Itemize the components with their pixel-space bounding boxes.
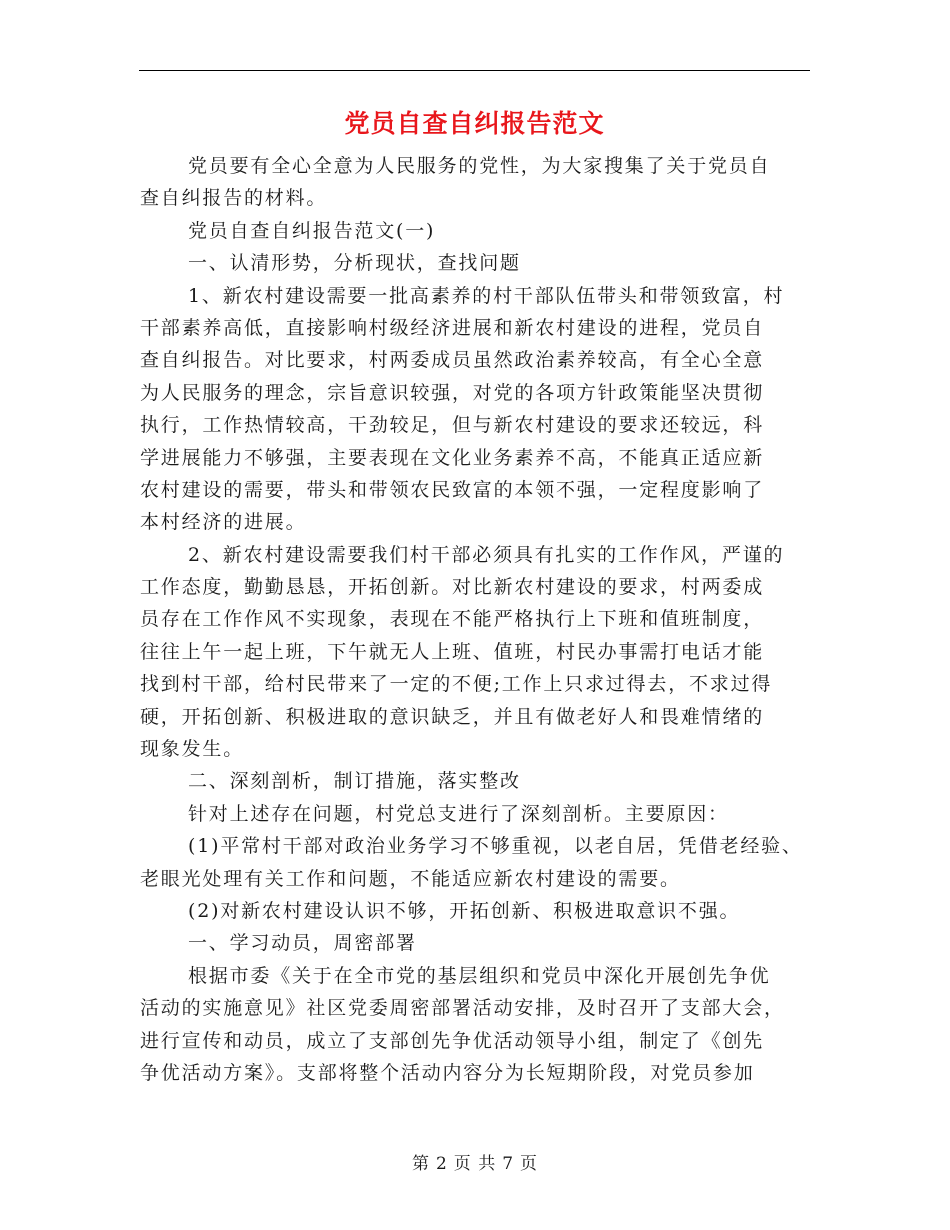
footer-total-pages: 7 bbox=[502, 1154, 515, 1174]
body-line: 针对上述存在问题，村党总支进行了深刻剖析。主要原因： bbox=[188, 802, 729, 825]
body-line: 2、新农村建设需要我们村干部必须具有扎实的工作作风，严谨的 bbox=[188, 543, 785, 566]
body-line: (2)对新农村建设认识不够，开拓创新、积极进取意识不强。 bbox=[188, 899, 741, 922]
body-line: 一、认清形势，分析现状，查找问题 bbox=[188, 252, 521, 275]
body-line: 进行宣传和动员，成立了支部创先争优活动领导小组，制定了《创先 bbox=[140, 1029, 765, 1052]
page-footer bbox=[0, 1152, 950, 1176]
body-line: 查自纠报告。对比要求，村两委成员虽然政治素养较高，有全心全意 bbox=[140, 349, 765, 372]
body-line: 工作态度，勤勤恳恳，开拓创新。对比新农村建设的要求，村两委成 bbox=[140, 576, 765, 599]
footer-middle: 页 共 bbox=[453, 1154, 497, 1174]
body-line: 活动的实施意见》社区党委周密部署活动安排，及时召开了支部大会， bbox=[140, 997, 785, 1020]
body-line: 本村经济的进展。 bbox=[140, 511, 307, 534]
body-line: 查自纠报告的材料。 bbox=[140, 187, 328, 210]
body-line: 农村建设的需要，带头和带领农民致富的本领不强，一定程度影响了 bbox=[140, 478, 765, 501]
footer-current-page: 2 bbox=[435, 1154, 448, 1174]
body-line: 往往上午一起上班，下午就无人上班、值班，村民办事需打电话才能 bbox=[140, 640, 765, 663]
body-line: 执行，工作热情较高，干劲较足，但与新农村建设的要求还较远，科 bbox=[140, 414, 765, 437]
header-rule bbox=[139, 70, 810, 71]
body-line: 党员自查自纠报告范文(一) bbox=[188, 219, 436, 242]
body-line: 争优活动方案》。支部将整个活动内容分为长短期阶段，对党员参加 bbox=[140, 1061, 755, 1084]
body-line: 为人民服务的理念，宗旨意识较强，对党的各项方针政策能坚决贯彻 bbox=[140, 381, 765, 404]
body-line: 干部素养高低，直接影响村级经济进展和新农村建设的进程，党员自 bbox=[140, 316, 765, 339]
document-title: 党员自查自纠报告范文 bbox=[344, 109, 605, 138]
document-body bbox=[140, 150, 805, 1089]
body-line: 找到村干部，给村民带来了一定的不便;工作上只求过得去，不求过得 bbox=[140, 673, 773, 696]
footer-prefix: 第 bbox=[411, 1154, 430, 1174]
footer-suffix: 页 bbox=[520, 1154, 539, 1174]
body-line: 员存在工作作风不实现象，表现在不能严格执行上下班和值班制度， bbox=[140, 608, 765, 631]
body-line: (1)平常村干部对政治业务学习不够重视，以老自居，凭借老经验、 bbox=[188, 835, 803, 858]
body-line: 1、新农村建设需要一批高素养的村干部队伍带头和带领致富，村 bbox=[188, 284, 785, 307]
body-line: 现象发生。 bbox=[140, 738, 245, 761]
body-line: 硬，开拓创新、积极进取的意识缺乏，并且有做老好人和畏难情绪的 bbox=[140, 705, 765, 728]
body-line: 二、深刻剖析，制订措施，落实整改 bbox=[188, 770, 521, 793]
body-line: 老眼光处理有关工作和问题，不能适应新农村建设的需要。 bbox=[140, 867, 681, 890]
body-line: 学进展能力不够强，主要表现在文化业务素养不高，不能真正适应新 bbox=[140, 446, 765, 469]
body-line: 根据市委《关于在全市党的基层组织和党员中深化开展创先争优 bbox=[188, 964, 771, 987]
body-line: 一、学习动员，周密部署 bbox=[188, 932, 417, 955]
body-line: 党员要有全心全意为人民服务的党性，为大家搜集了关于党员自 bbox=[188, 155, 771, 177]
